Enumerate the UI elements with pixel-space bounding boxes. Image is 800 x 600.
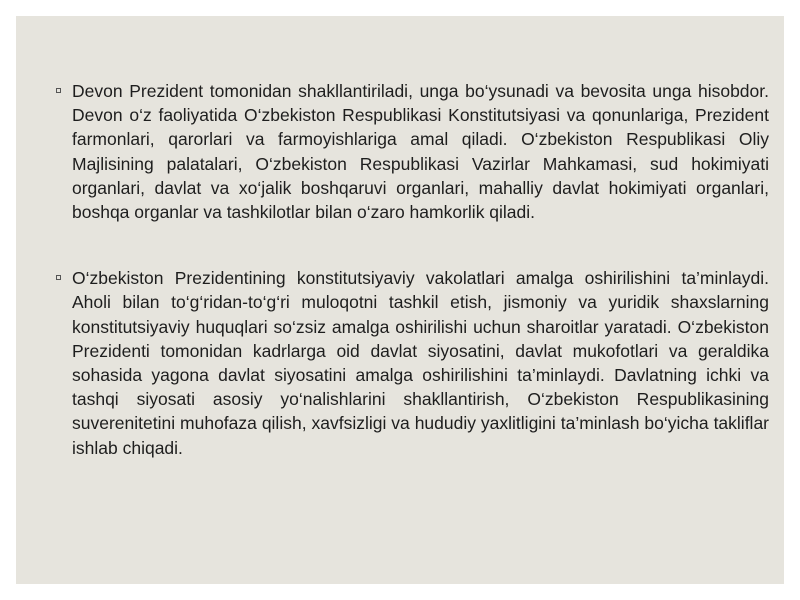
bullet-text: Devon Prezident tomonidan shakllantiriladi, unga bo‘ysunadi va bevosita unga hisobdor. Devon o‘z faoliyatida O‘zbekiston Respublikasi Konstitutsiyasi va qonunlariga, Prezident farmonlari, qarorlari va farmoyishlariga amal qiladi. O‘zbekiston Respublikasi Oliy Majlisining palatalari, O‘zbekiston Respublikasi Vazirlar Mahkamasi, sud hokimiyati organlari, davlat va xo‘jalik boshqaruvi organlari, mahalliy davlat hokimiyati organlari, boshqa organlar va tashkilotlar bilan o‘zaro hamkorlik qiladi. bbox=[72, 81, 769, 223]
slide bbox=[16, 16, 784, 584]
bullet-item bbox=[56, 79, 769, 224]
bullet-text: O‘zbekiston Prezidentining konstitutsiyaviy vakolatlari amalga oshirilishini ta’minlaydi. Aholi bilan to‘g‘ridan-to‘g‘ri muloqotni tashkil etish, jismoniy va yuridik shaxslarning konstitutsiyaviy huquqlari so‘zsiz amalga oshirilishi uchun sharoitlar yaratadi. O‘zbekiston Prezidenti tomonidan kadrlarga oid davlat siyosatini, davlat mukofotlari va geraldika sohasida yagona davlat siyosatini amalga oshirilishini ta’minlaydi. Davlatning ichki va tashqi siyosati asosiy yo‘nalishlarini shakllantirish, O‘zbekiston Respublikasining suverenitetini muhofaza qilish, xavfsizligi va hududiy yaxlitligini ta’minlash bo‘yicha takliflar ishlab chiqadi. bbox=[72, 268, 769, 458]
bullet-item bbox=[56, 266, 769, 460]
bullet-list bbox=[56, 79, 769, 460]
hollow-square-icon bbox=[56, 88, 61, 93]
hollow-square-icon bbox=[56, 275, 61, 280]
